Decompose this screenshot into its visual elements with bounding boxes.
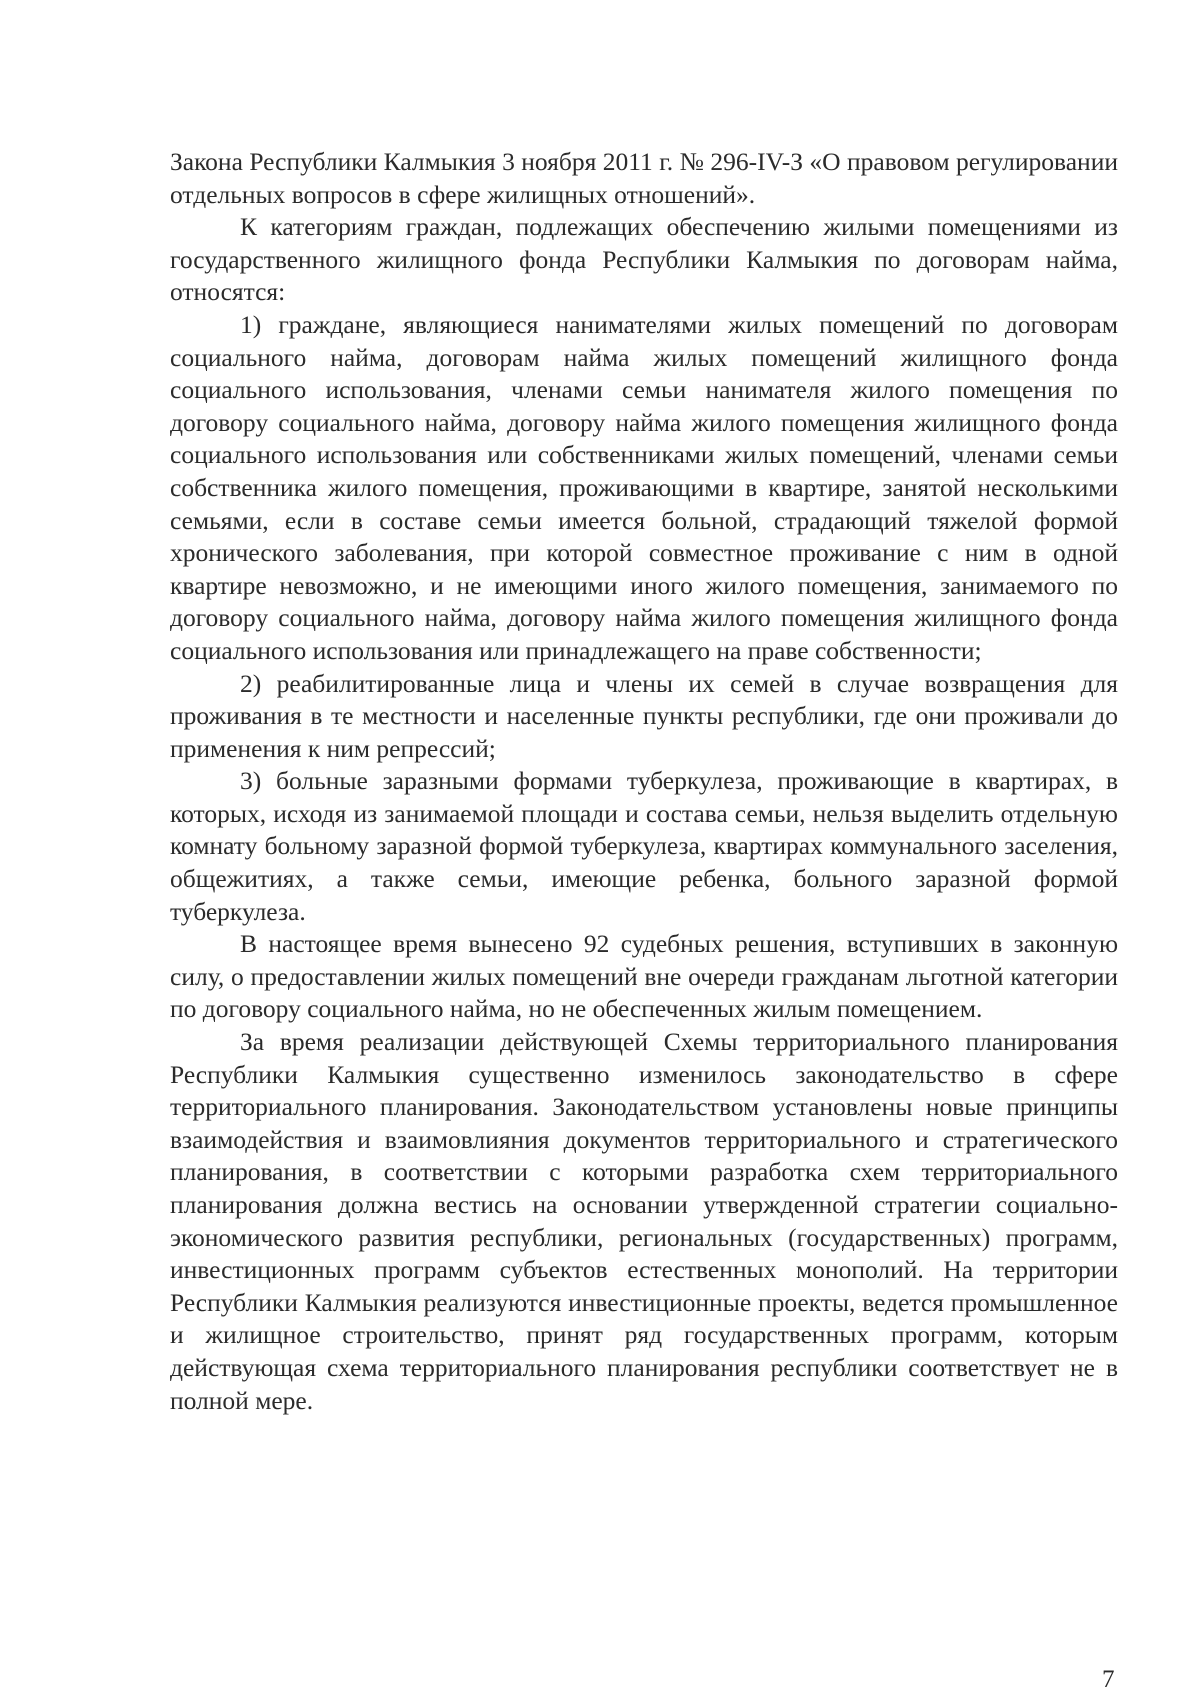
list-item-2: 2) реабилитированные лица и члены их семей в случае возвращения для проживания в те местности и населенные пункты республики, где они проживали до применения к ним репрессий; — [170, 668, 1118, 763]
list-item-3: 3) больные заразными формами туберкулеза, проживающие в квартирах, в которых, исходя из занимаемой площади и состава семьи, нельзя выделить отдельную комнату больному заразной формой туберкулеза, квартирах коммунального заселения, общежитиях, а также семьи, имеющие ребенка, больного заразной формой туберкулеза. — [170, 766, 1118, 926]
page-number: 7 — [1102, 1666, 1115, 1693]
document-body — [170, 146, 1118, 1417]
list-item-1: 1) граждане, являющиеся нанимателями жилых помещений по договорам социального найма, договорам найма жилых помещений жилищного фонда социального использования, членами семьи нанимателя жилого помещения по договору социального найма, договору найма жилого помещения жилищного фонда социального использования или собственниками жилых помещений, членами семьи собственника жилого помещения, проживающими в квартире, занятой несколькими семьями, если в составе семьи имеется больной, страдающий тяжелой формой хронического заболевания, при которой совместное проживание с ним в одной квартире невозможно, и не имеющими иного жилого помещения, занимаемого по договору социального найма, договору найма жилого помещения жилищного фонда социального использования или принадлежащего на праве собственности; — [170, 309, 1118, 665]
paragraph-categories-intro: К категориям граждан, подлежащих обеспечению жилыми помещениями из государственного жилищного фонда Республики Калмыкия по договорам найма, относятся: — [170, 212, 1118, 307]
paragraph-court-decisions: В настоящее время вынесено 92 судебных решения, вступивших в законную силу, о предоставлении жилых помещений вне очереди гражданам льготной категории по договору социального найма, но не обеспеченных жилым помещением. — [170, 929, 1118, 1024]
paragraph-territorial-planning: За время реализации действующей Схемы территориального планирования Республики Калмыкия существенно изменилось законодательство в сфере территориального планирования. Законодательством установлены новые принципы взаимодействия и взаимовлияния документов территориального и стратегического планирования, в соответствии с которыми разработка схем территориального планирования должна вестись на основании утвержденной стратегии социально-экономического развития республики, региональных (государственных) программ, инвестиционных программ субъектов естественных монополий. На территории Республики Калмыкия реализуются инвестиционные проекты, ведется промышленное и жилищное строительство, принят ряд государственных программ, которым действующая схема территориального планирования республики соответствует не в полной мере. — [170, 1027, 1118, 1415]
paragraph-law-reference: Закона Республики Калмыкия 3 ноября 2011 г. № 296-IV-З «О правовом регулировании отдельных вопросов в сфере жилищных отношений». — [170, 147, 1118, 209]
